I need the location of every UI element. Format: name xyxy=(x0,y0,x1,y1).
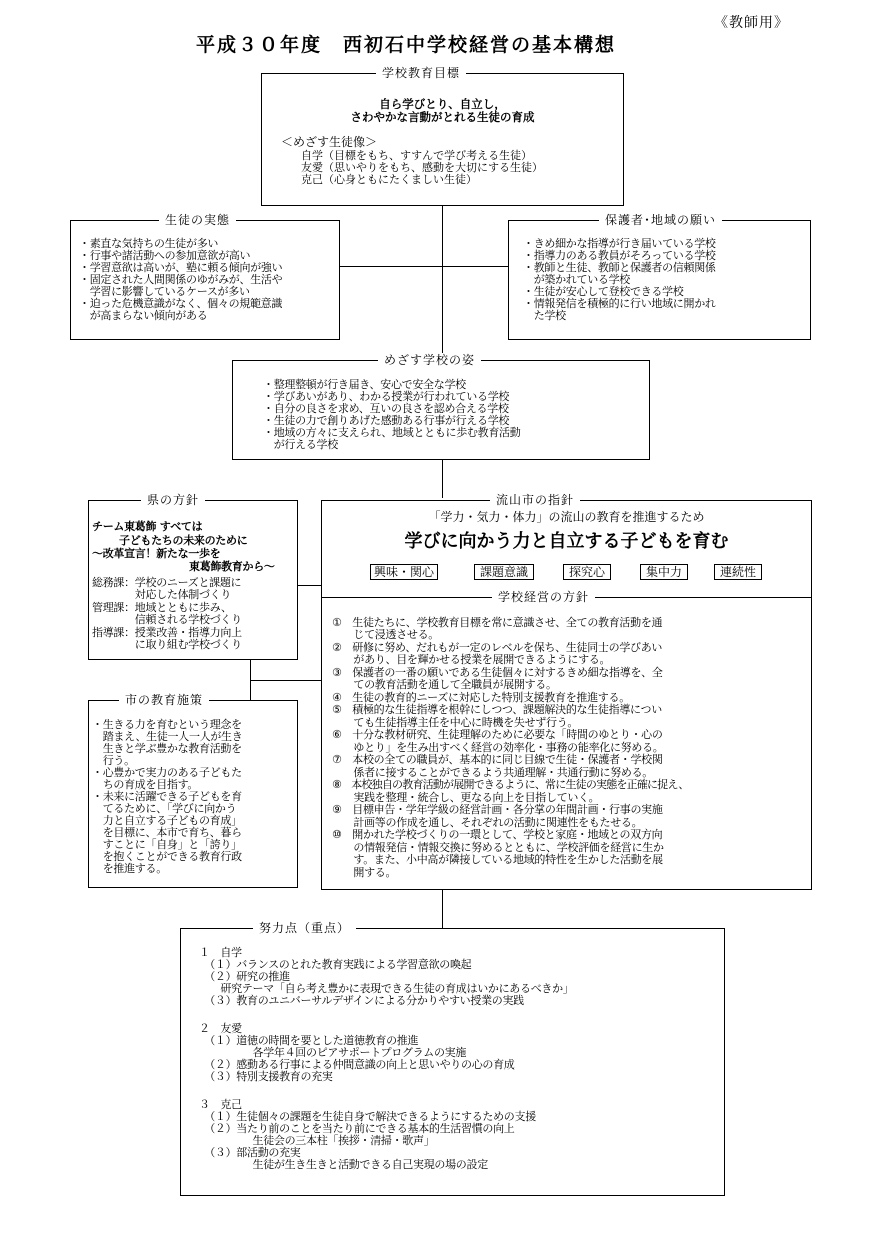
student-reality-item: ・行事や諸活動への参加意欲が高い xyxy=(79,249,251,262)
student-reality-item: 学習に影響しているケースが多い xyxy=(79,285,250,298)
management-policy-item: ② 研修に努め、だれもが一定のレベルを保ち、生徒同士の学びあい xyxy=(332,641,663,654)
keyword-tag: 探究心 xyxy=(563,564,611,580)
city-measures-item: ちの育成を目指す。 xyxy=(92,778,199,791)
city-measures-item: 力と自立する子どもの育成」 xyxy=(92,814,242,827)
school-goal-legend: 学校教育目標 xyxy=(376,66,466,80)
prefecture-policy-item: 総務課：学校のニーズと課題に xyxy=(92,576,242,589)
school-vision-item: ・自分の良さを求め、互いの良さを認め合える学校 xyxy=(263,402,509,415)
management-policy-item: ⑤ 積極的な生徒指導を根幹にしつつ、課題解決的な生徒指導につい xyxy=(332,703,662,716)
school-vision-item: ・学びあいがあり、わかる授業が行われている学校 xyxy=(263,390,510,403)
management-policy-item: じて浸透させる。 xyxy=(332,628,439,641)
student-image-heading: ＜めざす生徒像＞ xyxy=(281,135,378,149)
school-vision-box xyxy=(232,353,650,460)
keyword-tag: 興味・関心 xyxy=(370,564,438,580)
prefecture-policy-item: 対応した体制づくり xyxy=(92,588,232,601)
student-reality-item: ・学習意欲は高いが、塾に頼る傾向が強い xyxy=(79,261,283,274)
student-reality-legend: 生徒の実態 xyxy=(159,213,236,227)
connector-goal-vision xyxy=(442,205,443,353)
focus-point-line: 研究テーマ「自ら考え豊かに表現できる生徒の育成はいかにあるべきか」 xyxy=(199,982,574,995)
student-reality-item: ・固定された人間関係のゆがみが、生活や xyxy=(79,273,283,286)
student-image-item: 友愛（思いやりをもち、感動を大切にする生徒） xyxy=(301,161,543,174)
school-vision-item: ・生徒の力で創りあげた感動ある行事が行える学校 xyxy=(263,414,510,427)
city-guideline-slogan: 学びに向かう力と自立する子どもを育む xyxy=(404,531,729,552)
city-guideline-box xyxy=(321,493,812,890)
management-policy-item: 実践を整理・統合し、更なる向上を目指していく。 xyxy=(332,791,600,804)
city-measures-item: を抱くことができる教育行政 xyxy=(92,850,242,863)
city-guideline-legend: 流山市の指針 xyxy=(490,493,580,507)
student-reality-item: ・迫った危機意識がなく、個々の規範意識 xyxy=(79,297,283,310)
focus-point-line: ２ 友愛 xyxy=(199,1022,242,1035)
city-measures-item: ・生きる力を育むという理念を xyxy=(92,718,242,731)
focus-points-legend: 努力点（重点） xyxy=(253,921,356,935)
management-policy-item: ⑨ 目標申告・学年学級の経営計画・各分掌の年間計画・行事の実施 xyxy=(332,803,663,816)
school-vision-item: が行える学校 xyxy=(263,438,338,451)
connector-measures-city xyxy=(250,680,321,681)
management-policy-item: ⑧ 本校独自の教育活動が展開できるように、常に生徒の実態を正確に捉え、 xyxy=(332,778,689,791)
prefecture-slogan-line: 子どもたちの未来のために xyxy=(119,534,248,547)
focus-point-line: （３）部活動の充実 xyxy=(199,1146,301,1159)
student-reality-item: が高まらない傾向がある xyxy=(79,309,208,322)
parents-wishes-item: ・生徒が安心して登校できる学校 xyxy=(523,285,684,298)
prefecture-policy-item: 信頼される学校づくり xyxy=(92,613,242,626)
management-policy-item: ④ 生徒の教育的ニーズに対応した特別支援教育を推進する。 xyxy=(332,691,630,704)
student-image-item: 自学（目標をもち、すすんで学び考える生徒） xyxy=(301,149,533,162)
focus-point-line: 各学年４回のピアサポートプログラムの実施 xyxy=(199,1046,467,1059)
focus-point-line: （２）研究の推進 xyxy=(199,970,290,983)
city-measures-item: を目標に、本市で育ち、暮ら xyxy=(92,826,242,839)
keyword-tag: 課題意識 xyxy=(474,564,534,580)
connector-pref-city xyxy=(298,585,321,586)
school-goal-box xyxy=(261,66,624,206)
focus-point-line: （１）生徒個々の課題を生徒自身で解決できるようにするための支援 xyxy=(199,1110,536,1123)
page-title: 平成３０年度 西初石中学校経営の基本構想 xyxy=(196,34,617,56)
prefecture-slogan-line: ～改革宣言！新たな一歩を xyxy=(92,547,221,560)
city-measures-legend: 市の教育施策 xyxy=(119,693,209,707)
teacher-use-label: 《教師用》 xyxy=(714,15,789,31)
management-policy-item: ① 生徒たちに、学校教育目標を常に意識させ、全ての教育活動を通 xyxy=(332,616,663,629)
prefecture-policy-legend: 県の方針 xyxy=(141,493,205,507)
management-policy-item: 開する。 xyxy=(332,866,397,879)
school-vision-item: ・整理整頓が行き届き、安心で安全な学校 xyxy=(263,378,466,391)
connector-vision-city xyxy=(442,460,443,498)
parents-wishes-legend: 保護者･地域の願い xyxy=(599,213,722,227)
city-measures-item: を推進する。 xyxy=(92,862,167,875)
student-reality-item: ・素直な気持ちの生徒が多い xyxy=(79,237,219,250)
focus-point-line: １ 自学 xyxy=(199,946,242,959)
prefecture-slogan-line: チーム東葛飾 すべては xyxy=(92,520,203,533)
parents-wishes-item: が築かれている学校 xyxy=(523,273,630,286)
city-measures-box xyxy=(88,693,298,888)
connector-reality-parents xyxy=(339,266,509,267)
management-policy-item: ⑥ 十分な教材研究、生徒理解のために必要な「時間のゆとり・心の xyxy=(332,728,663,741)
parents-wishes-item: た学校 xyxy=(523,309,566,322)
management-policy-item: があり、目を輝かせる授業を展開できるようにする。 xyxy=(332,653,611,666)
management-policy-item: ての教育活動を通して全職員が展開する。 xyxy=(332,678,557,691)
focus-point-line: （１）道徳の時間を要とした道徳教育の推進 xyxy=(199,1034,419,1047)
prefecture-slogan-line: 東葛飾教育から～ xyxy=(189,560,275,573)
city-measures-item: 行う。 xyxy=(92,754,135,767)
connector-city-focus xyxy=(442,890,443,928)
focus-point-line: ３ 克己 xyxy=(199,1098,242,1111)
prefecture-policy-item: に取り組む学校づくり xyxy=(92,638,242,651)
city-measures-item: 踏まえ、生徒一人一人が生き xyxy=(92,730,243,743)
parents-wishes-item: ・教師と生徒、教師と保護者の信頼関係 xyxy=(523,261,716,274)
city-guideline-subtitle: 「学力・気力・体力」の流山の教育を推進するため xyxy=(428,510,705,524)
prefecture-policy-item: 管理課：地域とともに歩み、 xyxy=(92,601,232,614)
parents-wishes-box xyxy=(508,213,811,340)
school-vision-legend: めざす学校の姿 xyxy=(378,353,481,367)
management-policy-item: 係者に接することができるよう共通理解・共通行動に努める。 xyxy=(332,766,653,779)
management-policy-item: の情報発信・情報交換に努めるとともに、学校評価を経営に生か xyxy=(332,841,664,854)
city-measures-item: すことに「自身」と「誇り」 xyxy=(92,838,242,851)
focus-point-line: （３）特別支援教育の充実 xyxy=(199,1070,333,1083)
keyword-tag: 集中力 xyxy=(640,564,688,580)
parents-wishes-item: ・情報発信を積極的に行い地域に開かれ xyxy=(523,297,716,310)
management-policy-item: す。また、小中高が隣接している地域的特性を生かした活動を展 xyxy=(332,853,663,866)
management-policy-item: ⑦ 本校の全ての職員が、基本的に同じ目線で生徒・保護者・学校関 xyxy=(332,753,663,766)
parents-wishes-item: ・きめ細かな指導が行き届いている学校 xyxy=(523,237,716,250)
management-policy-item: ③ 保護者の一番の願いである生徒個々に対するきめ細な指導を、全 xyxy=(332,666,663,679)
focus-point-line: （２）感動ある行事による仲間意識の向上と思いやりの心の育成 xyxy=(199,1058,515,1071)
student-image-item: 克己（心身ともにたくましい生徒） xyxy=(301,173,477,186)
focus-point-line: （３）教育のユニバーサルデザインによる分かりやすい授業の実践 xyxy=(199,994,524,1007)
focus-point-line: 生徒会の三本柱「挨拶・清掃・歌声」 xyxy=(199,1134,435,1147)
management-policy-item: ゆとり」を生み出すべく経営の効率化・事務の能率化に努める。 xyxy=(332,741,664,754)
management-policy-item: 計画等の作成を通し、それぞれの活動に関連性をもたせる。 xyxy=(332,816,643,829)
city-measures-item: 生きと学ぶ豊かな教育活動を xyxy=(92,742,242,755)
school-goal-line1: 自ら学びとり、自立し， xyxy=(379,97,506,111)
focus-point-line: 生徒が生き生きと活動できる自己実現の場の設定 xyxy=(199,1158,488,1171)
school-goal-line2: さわやかな言動がとれる生徒の育成 xyxy=(350,110,535,124)
prefecture-policy-item: 指導課：授業改善・指導力向上 xyxy=(92,626,242,639)
prefecture-policy-box xyxy=(88,493,298,660)
city-measures-item: てるために、「学びに向かう xyxy=(92,802,237,815)
focus-points-box xyxy=(180,921,725,1196)
school-vision-item: ・地域の方々に支えられ、地域とともに歩む教育活動 xyxy=(263,426,521,439)
city-measures-item: ・未来に活躍できる子どもを育 xyxy=(92,790,242,803)
student-reality-box xyxy=(70,213,340,340)
management-policy-item: ⑩ 開かれた学校づくりの一環として、学校と家庭・地域との双方向 xyxy=(332,828,663,841)
management-policy-legend: 学校経営の方針 xyxy=(492,590,595,604)
parents-wishes-item: ・指導力のある教員がそろっている学校 xyxy=(523,249,716,262)
city-measures-item: ・心豊かで実力のある子どもた xyxy=(92,766,242,779)
focus-point-line: （１）バランスのとれた教育実践による学習意欲の喚起 xyxy=(199,958,472,971)
focus-point-line: （２）当たり前のことを当たり前にできる基本的生活習慣の向上 xyxy=(199,1122,515,1135)
keyword-tag: 連続性 xyxy=(714,564,762,580)
management-policy-item: ても生徒指導主任を中心に時機を失せず行う。 xyxy=(332,716,579,729)
